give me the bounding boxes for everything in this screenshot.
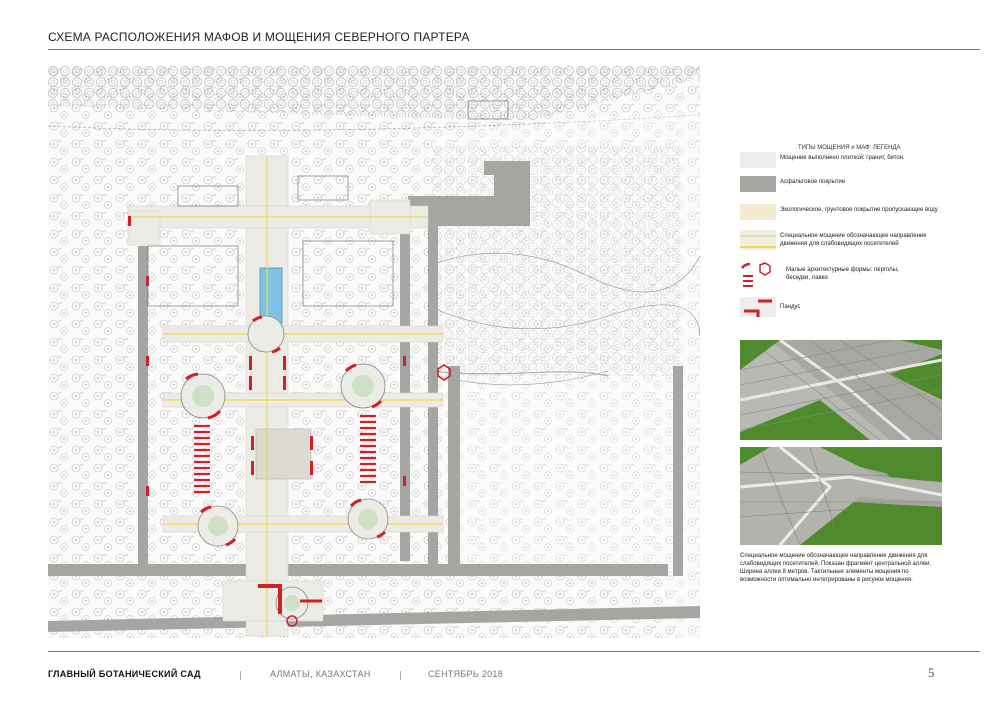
page-title: СХЕМА РАСПОЛОЖЕНИЯ МАФОВ И МОЩЕНИЯ СЕВЕРНОГО ПАРТЕРА — [48, 30, 470, 44]
legend-label: Асфальтовое покрытие — [780, 179, 846, 185]
legend-swatch — [740, 152, 776, 168]
footer-separator — [240, 671, 241, 680]
footer-organization: ГЛАВНЫЙ БОТАНИЧЕСКИЙ САД — [48, 669, 201, 679]
legend-title: ТИПЫ МОЩЕНИЯ и МАФ: ЛЕГЕНДА — [798, 145, 901, 151]
render-caption: Специальное мощение обозначающее направление движения для слабовидящих посетителей. Показан фрагмент центральной аллеи. Ширина аллеи 8 метров. Тактильные элементы мощения по возможности оптимально интегрированы в рисунок мощения. — [740, 553, 932, 583]
site-plan — [48, 66, 700, 638]
legend-item-tile-paving — [740, 152, 940, 168]
legend-item-ramp — [740, 297, 940, 319]
legend-item-tactile — [740, 230, 940, 252]
legend-label: Пандус — [780, 304, 801, 310]
water-basin — [260, 268, 282, 323]
legend-label: Мощение выполнено плиткой: гранит, бетон. — [780, 155, 905, 161]
legend-label: Малые архитектурные формы: перголы, беседки, лавки — [786, 267, 899, 281]
footer-city: АЛМАТЫ, КАЗАХСТАН — [270, 669, 371, 679]
legend-swatch — [740, 204, 776, 220]
paving-render-2 — [740, 447, 942, 545]
legend-label: Экологическое, грунтовое покрытие пропускающее воду — [780, 207, 938, 213]
footer-date: СЕНТЯБРЬ 2018 — [428, 669, 504, 679]
legend-item-maf — [740, 262, 940, 288]
paving-render-1 — [740, 340, 942, 440]
legend-swatch — [740, 176, 776, 192]
legend-label: Специальное мощение обозначающее направление движения для слабовидящих посетителей — [780, 233, 927, 247]
footer-separator — [400, 671, 401, 680]
ramp-icon — [740, 297, 776, 317]
legend-item-eco-surface — [740, 204, 940, 220]
top-divider — [48, 49, 980, 50]
page-number: 5 — [928, 665, 935, 680]
maf-symbols-icon — [740, 262, 776, 288]
legend-swatch — [740, 230, 776, 250]
bottom-divider — [48, 651, 980, 652]
legend-item-asphalt — [740, 176, 940, 192]
